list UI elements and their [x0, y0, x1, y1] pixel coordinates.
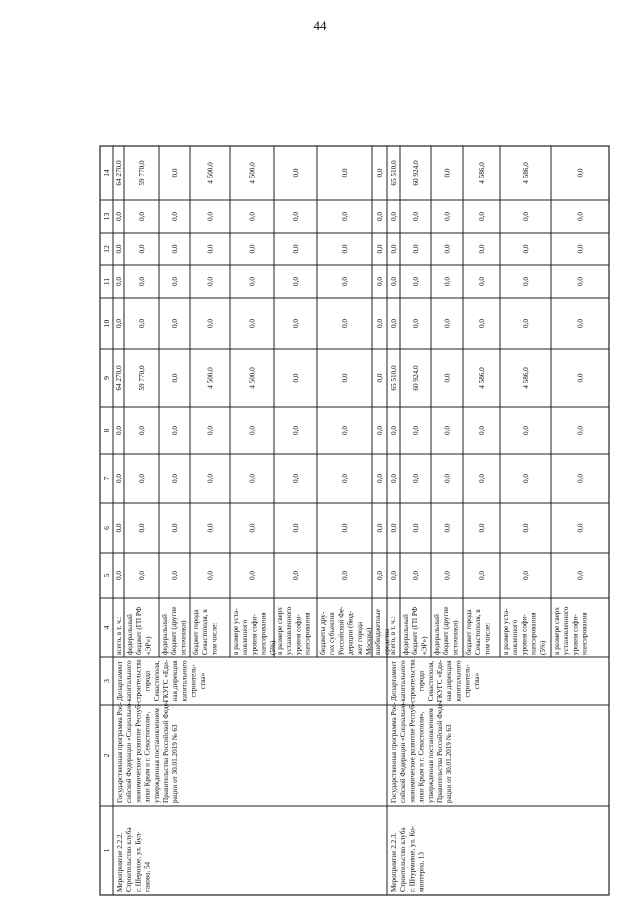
value-cell: 0,0	[390, 244, 398, 254]
funding-source: уровня софи-	[294, 614, 303, 655]
funding-row	[192, 162, 218, 655]
funding-source: «ЭР»)	[144, 636, 153, 655]
funding-source: уровня софи-	[250, 614, 259, 655]
value-cell: 0,0	[412, 319, 420, 328]
executor-text: Севастополя,	[152, 660, 161, 702]
executor-text: ная дирекция	[445, 660, 454, 702]
program-text: экономическое развитие Респуб-	[134, 702, 143, 803]
value-cell: 0,0	[171, 212, 179, 221]
funding-source: федеральный	[433, 614, 441, 655]
value-cell: 64 270,0	[115, 365, 123, 391]
value-cell: 4 586,0	[478, 367, 486, 389]
value-cell: 0,0	[115, 571, 123, 580]
program-text: рации от 30.01.2019 № 63	[171, 724, 180, 803]
executor-text: города	[143, 670, 152, 692]
value-cell: 0,0	[206, 426, 215, 435]
value-cell: 0,0	[171, 426, 179, 435]
value-cell: 0,0	[206, 474, 215, 483]
funding-row	[433, 168, 459, 655]
value-cell: 0,0	[248, 523, 257, 533]
column-number: 5	[102, 573, 111, 578]
value-cell: 4 586,0	[522, 162, 530, 184]
value-cell: 0,0	[248, 212, 257, 221]
value-cell: 0,0	[376, 571, 384, 580]
value-cell: 0,0	[443, 277, 452, 286]
executor-text: капитального	[180, 660, 189, 702]
value-cell: 0,0	[171, 474, 179, 483]
value-cell: 0,0	[376, 319, 384, 328]
column-number: 12	[102, 245, 111, 253]
value-cell: 0,0	[171, 523, 179, 533]
executor-text: строительства	[408, 659, 417, 703]
value-cell: 0,0	[443, 168, 452, 178]
executor-text: Департамент	[390, 661, 398, 701]
program-text: утвержденная постановлением	[426, 708, 435, 803]
value-cell: 0,0	[206, 571, 215, 580]
funding-row	[374, 168, 391, 655]
table-body	[100, 146, 609, 895]
funding-row	[276, 168, 312, 655]
funding-source: бюджет (другие	[170, 606, 179, 655]
value-cell: 0,0	[443, 571, 452, 580]
value-cell: 0,0	[115, 523, 123, 533]
funding-source: бюджет (ГП РФ	[135, 606, 144, 655]
executor-text: города	[417, 670, 426, 692]
value-cell: 0,0	[248, 244, 257, 254]
value-cell: 0,0	[478, 244, 486, 254]
value-cell: 59 770,0	[138, 365, 146, 391]
value-cell: 0,0	[138, 277, 146, 286]
measure-text: гакова, 54	[143, 861, 152, 892]
executor-text: строитель-	[189, 664, 198, 698]
value-cell: 0,0	[248, 319, 257, 328]
value-cell: 0,0	[412, 474, 420, 483]
funding-source: федеральный	[126, 614, 134, 655]
value-cell: 4 500,0	[206, 162, 215, 184]
funding-source: всего, в т. ч.:	[389, 616, 397, 655]
value-cell: 0,0	[292, 474, 300, 483]
value-cell: 0,0	[576, 474, 585, 483]
value-cell: 0,0	[576, 523, 585, 533]
funding-source: в размере сверх	[276, 607, 284, 655]
value-cell: 0,0	[248, 277, 257, 286]
value-cell: 0,0	[292, 212, 300, 221]
value-cell: 0,0	[171, 277, 179, 286]
value-cell: 0,0	[576, 319, 585, 328]
value-cell: 0,0	[376, 523, 384, 533]
value-cell: 0,0	[443, 244, 452, 254]
value-cell: 0,0	[248, 571, 257, 580]
value-cell: 0,0	[376, 168, 384, 178]
column-number: 9	[102, 376, 111, 380]
value-cell: 0,0	[412, 426, 420, 435]
value-cell: 0,0	[115, 319, 123, 328]
funding-row	[502, 162, 547, 655]
funding-source: Севастополя, в	[474, 609, 483, 655]
measure-text: Мероприятие 2.2.2.	[116, 832, 124, 892]
value-cell: 0,0	[171, 319, 179, 328]
executor-text: Департамент	[116, 661, 124, 701]
funding-source: установленного	[285, 606, 294, 655]
funding-source: том числе:	[483, 622, 492, 655]
executor-text: ГКУГС «Еди-	[436, 659, 444, 703]
funding-row	[402, 160, 428, 655]
column-number: 4	[102, 625, 111, 630]
value-cell: 0,0	[115, 277, 123, 286]
value-cell: 0,0	[576, 244, 585, 254]
value-cell: 0,0	[138, 319, 146, 328]
value-cell: 0,0	[206, 212, 215, 221]
value-cell: 4 586,0	[478, 162, 486, 184]
value-cell: 0,0	[478, 474, 486, 483]
value-cell: 0,0	[522, 426, 530, 435]
funding-source: в размере уста-	[502, 608, 510, 655]
value-cell: 0,0	[292, 168, 300, 178]
funding-row	[465, 162, 491, 655]
value-cell: 64 270,0	[115, 160, 123, 186]
value-cell: 0,0	[443, 523, 452, 533]
value-cell: 0,0	[576, 168, 585, 178]
value-cell: 0,0	[376, 277, 384, 286]
funding-row	[115, 160, 123, 655]
value-cell: 0,0	[390, 426, 398, 435]
value-cell: 0,0	[341, 277, 349, 286]
funding-row	[126, 160, 152, 655]
value-cell: 0,0	[412, 571, 420, 580]
funding-source: бюджет города	[465, 609, 473, 655]
value-cell: 0,0	[478, 426, 486, 435]
value-cell: 60 924,0	[412, 365, 420, 391]
value-cell: 0,0	[376, 212, 384, 221]
value-cell: 59 770,0	[138, 160, 146, 186]
funding-row	[319, 168, 373, 656]
funding-source: федеральный	[161, 614, 169, 655]
executor-text: строитель-	[463, 664, 472, 698]
value-cell: 0,0	[138, 523, 146, 533]
program-text: рации от 30.01.2019 № 63	[445, 724, 454, 803]
column-number: 10	[102, 319, 111, 328]
funding-source: в размере уста-	[232, 608, 240, 655]
value-cell: 0,0	[138, 474, 146, 483]
value-cell: 4 500,0	[248, 367, 257, 389]
funding-source: уровня софи-	[571, 614, 580, 655]
column-number: 7	[102, 476, 111, 481]
funding-source: бюджеты дру-	[319, 611, 327, 655]
value-cell: 0,0	[390, 571, 398, 580]
funding-source: новленного	[241, 619, 250, 655]
executor-text: ГКУГС «Еди-	[162, 659, 170, 703]
funding-source: бюджет (ГП РФ	[411, 606, 420, 655]
value-cell: 0,0	[412, 244, 420, 254]
funding-row	[389, 160, 398, 655]
value-cell: 0,0	[390, 474, 398, 483]
column-number: 11	[102, 277, 111, 286]
value-cell: 0,0	[206, 523, 215, 533]
funding-source: нансирования	[303, 612, 312, 655]
value-cell: 0,0	[522, 277, 530, 286]
funding-row	[161, 168, 187, 655]
program-text: Государственная программа Рос-	[116, 702, 124, 803]
value-cell: 0,0	[171, 244, 179, 254]
value-cell: 60 924,0	[412, 160, 420, 186]
value-cell: 0,0	[341, 319, 349, 328]
value-cell: 0,0	[248, 474, 257, 483]
value-cell: 0,0	[292, 373, 300, 383]
funding-source: внебюджетные	[374, 609, 382, 655]
value-cell: 0,0	[376, 373, 384, 383]
program-text: Государственная программа Рос-	[390, 702, 398, 803]
value-cell: 0,0	[138, 426, 146, 435]
value-cell: 0,0	[341, 168, 349, 178]
value-cell: 0,0	[576, 212, 585, 221]
value-cell: 0,0	[115, 244, 123, 254]
value-cell: 0,0	[478, 319, 486, 328]
column-number: 2	[102, 753, 111, 758]
funding-source: источники)	[451, 620, 460, 655]
value-cell: 0,0	[115, 212, 123, 221]
value-cell: 0,0	[341, 571, 349, 580]
value-cell: 0,0	[390, 277, 398, 286]
measure-text: минтерна, 13	[417, 852, 426, 892]
value-cell: 0,0	[341, 426, 349, 435]
value-cell: 0,0	[292, 426, 300, 435]
column-number: 8	[102, 428, 111, 433]
measure-text: Мероприятие 2.2.3.	[390, 832, 398, 892]
funding-source: федеральный	[402, 614, 410, 655]
value-cell: 0,0	[522, 319, 530, 328]
executor-text: строительства	[134, 659, 143, 703]
funding-source: нансирования	[529, 612, 538, 655]
measure-text: г. Штурмовое, ул. Ко-	[408, 826, 417, 892]
value-cell: 0,0	[522, 212, 530, 221]
funding-source: том числе:	[210, 622, 219, 655]
value-cell: 0,0	[376, 426, 384, 435]
value-cell: 0,0	[412, 523, 420, 533]
value-cell: 0,0	[138, 244, 146, 254]
program-text: экономическое развитие Респуб-	[408, 702, 417, 803]
value-cell: 0,0	[171, 373, 179, 383]
value-cell: 0,0	[376, 244, 384, 254]
value-cell: 0,0	[522, 244, 530, 254]
funding-source: уровня софи-	[520, 614, 529, 655]
program-text: лики Крым и г. Севастополя»,	[143, 711, 152, 803]
program-text: сийской Федерации «Социально-	[125, 701, 134, 803]
value-cell: 0,0	[341, 212, 349, 221]
value-cell: 0,0	[341, 244, 349, 254]
funding-source: «ЭР»)	[420, 636, 429, 655]
value-cell: 0,0	[341, 523, 349, 533]
executor-text: капитального	[125, 660, 134, 702]
executor-text: ства»	[472, 672, 481, 690]
program-text: Правительства Российской Феде-	[162, 700, 170, 803]
value-cell: 0,0	[443, 426, 452, 435]
value-cell: 0,0	[443, 319, 452, 328]
value-cell: 0,0	[206, 319, 215, 328]
funding-source: жет города	[355, 621, 364, 655]
value-cell: 0,0	[522, 571, 530, 580]
funding-source: (5%)	[538, 640, 547, 655]
executor-text: Севастополя,	[426, 660, 435, 702]
column-number: 6	[102, 526, 111, 530]
value-cell: 0,0	[412, 212, 420, 221]
value-cell: 0,0	[376, 474, 384, 483]
funding-source: (5%)	[268, 640, 277, 655]
value-cell: 0,0	[478, 523, 486, 533]
funding-row	[553, 168, 589, 655]
funding-source: Российской Фе-	[337, 606, 346, 655]
executor-text: ная дирекция	[171, 660, 180, 702]
executor-text: капитального	[454, 660, 463, 702]
value-cell: 0,0	[478, 277, 486, 286]
value-cell: 0,0	[206, 277, 215, 286]
value-cell: 0,0	[138, 212, 146, 221]
funding-source: нансирования	[259, 612, 268, 655]
value-cell: 0,0	[292, 571, 300, 580]
executor-text: капитального	[399, 660, 408, 702]
value-cell: 0,0	[292, 523, 300, 533]
value-cell: 0,0	[390, 319, 398, 328]
value-cell: 0,0	[292, 319, 300, 328]
page-number: 44	[313, 18, 327, 33]
value-cell: 0,0	[522, 523, 530, 533]
funding-source: гих субъектов	[328, 612, 337, 655]
value-cell: 0,0	[478, 212, 486, 221]
value-cell: 0,0	[576, 426, 585, 435]
funding-source: установленного	[562, 606, 571, 655]
value-cell: 0,0	[443, 212, 452, 221]
value-cell: 0,0	[341, 474, 349, 483]
funding-source: нансирования	[580, 612, 589, 655]
value-cell: 0,0	[171, 571, 179, 580]
value-cell: 4 500,0	[248, 162, 257, 184]
funding-source: бюджет города	[192, 609, 200, 655]
funding-source: источники)	[179, 620, 188, 655]
column-number: 13	[102, 212, 111, 221]
measure-text: Строительство клуба	[399, 827, 408, 892]
value-cell: 0,0	[292, 277, 300, 286]
program-text: Правительства Российской Феде-	[436, 700, 444, 803]
value-cell: 0,0	[138, 571, 146, 580]
funding-source: бюджет (другие	[442, 606, 451, 655]
funding-source: новленного	[511, 619, 520, 655]
value-cell: 0,0	[576, 373, 585, 383]
column-number: 1	[102, 848, 111, 853]
funding-source: дерации (бюд-	[346, 610, 355, 655]
value-cell: 0,0	[522, 474, 530, 483]
measure-section	[115, 146, 391, 895]
value-cell: 0,0	[576, 277, 585, 286]
funding-source: средства	[383, 628, 392, 655]
program-text: сийской Федерации «Социально-	[399, 701, 408, 803]
measure-section	[389, 146, 609, 895]
measure-text: г. Шерохое, ул. Бул-	[134, 831, 143, 892]
executor-text: ства»	[198, 672, 207, 690]
program-text: лики Крым и г. Севастополя»,	[417, 711, 426, 803]
value-cell: 0,0	[443, 474, 452, 483]
value-cell: 4 586,0	[522, 367, 530, 389]
value-cell: 4 500,0	[206, 367, 215, 389]
funding-row	[232, 162, 277, 655]
value-cell: 0,0	[115, 426, 123, 435]
column-number: 3	[102, 679, 111, 683]
value-cell: 0,0	[341, 373, 349, 383]
funding-source: Москвы)	[365, 627, 373, 655]
funding-source: в размере сверх	[553, 607, 561, 655]
value-cell: 0,0	[478, 571, 486, 580]
value-cell: 0,0	[443, 373, 452, 383]
measure-text: Строительство клуба	[125, 827, 134, 892]
program-text: утвержденная постановлением	[152, 708, 161, 803]
value-cell: 0,0	[390, 523, 398, 533]
value-cell: 65 510,0	[390, 160, 398, 186]
funding-source: всего, в т. ч.:	[115, 616, 123, 655]
value-cell: 65 510,0	[390, 365, 398, 391]
value-cell: 0,0	[115, 474, 123, 483]
value-cell: 0,0	[206, 244, 215, 254]
funding-source: Севастополя, в	[201, 609, 210, 655]
value-cell: 0,0	[390, 212, 398, 221]
value-cell: 0,0	[292, 244, 300, 254]
value-cell: 0,0	[171, 168, 179, 178]
column-number: 14	[102, 169, 111, 177]
value-cell: 0,0	[412, 277, 420, 286]
value-cell: 0,0	[248, 426, 257, 435]
value-cell: 0,0	[576, 571, 585, 580]
